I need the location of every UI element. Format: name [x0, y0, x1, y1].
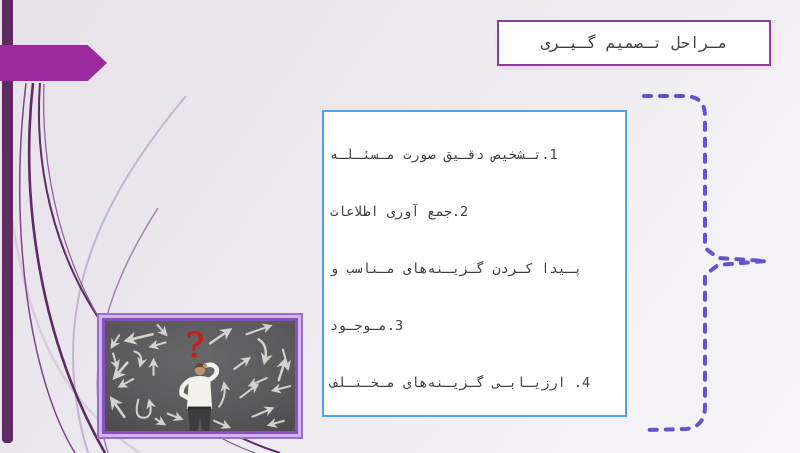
slide-title: مـراحل تـصمیم گـیـری	[540, 34, 728, 52]
list-item-3: پـیدا کـردن گـزیـنه‌های مـناسب و	[330, 260, 582, 277]
content-box[interactable]	[322, 110, 627, 417]
title-box[interactable]	[497, 20, 771, 66]
chalkboard-picture	[105, 321, 295, 431]
purple-arrow-banner	[0, 45, 107, 81]
list-item-4: 4. ارزیـابـی گـزیـنه‌های مـخـتـلف	[330, 374, 591, 391]
list-item-3-continued: 3.مـوجـود	[330, 317, 404, 334]
list-item-2: 2.جمع آوری اطلاعات	[330, 203, 469, 220]
list-item-1: 1.تـشخیص دقـیق صورت مـسئـلـه	[330, 146, 558, 163]
curly-brace-path	[644, 96, 766, 430]
ribbon-curve	[29, 83, 105, 453]
picture-inner-border	[102, 318, 298, 434]
picture-frame[interactable]	[97, 313, 303, 439]
question-mark: ?	[185, 326, 205, 367]
ribbon-curve	[20, 83, 75, 453]
